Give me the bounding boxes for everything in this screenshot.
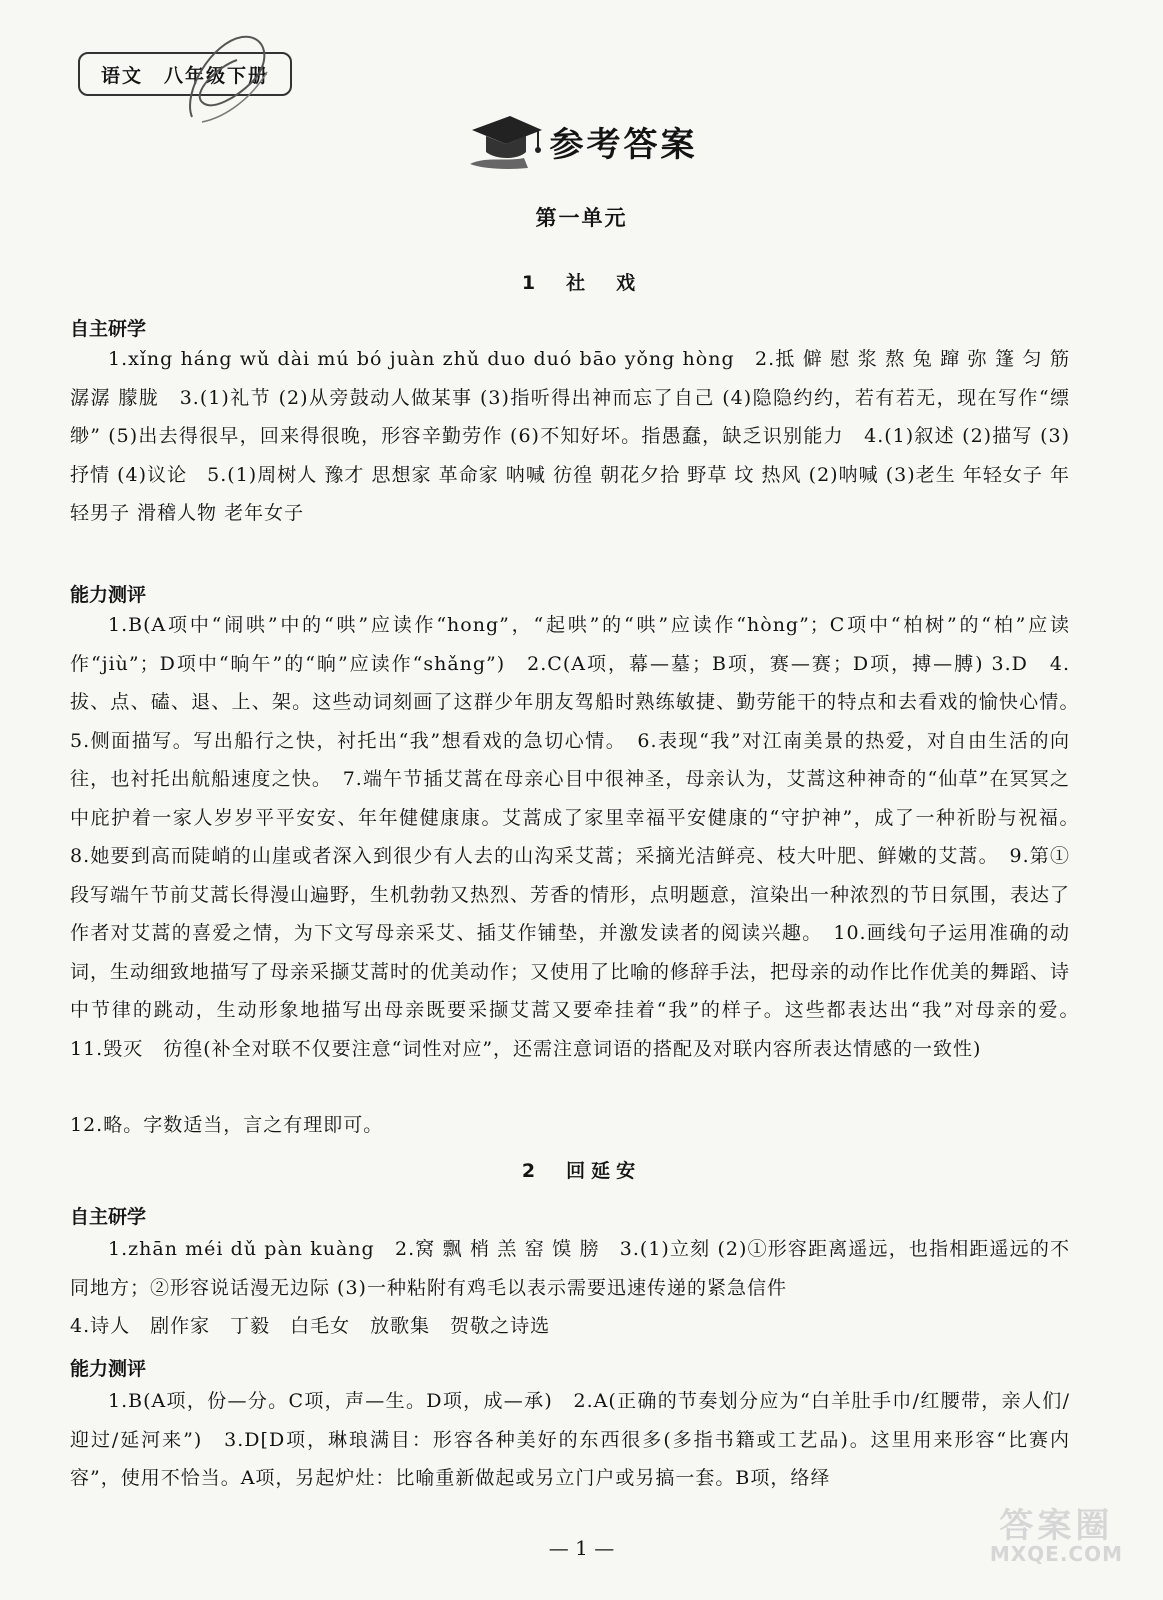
lesson-1-title: 1 社 戏 xyxy=(521,272,642,294)
page-number: — 1 — xyxy=(548,1536,615,1560)
watermark xyxy=(989,1506,1123,1568)
graduation-cap-icon xyxy=(466,112,544,170)
book-tag-text: 语文 八年级下册 xyxy=(100,64,269,87)
lesson-2-self-study-last: 4.诗人 剧作家 丁毅 白毛女 放歌集 贺敬之诗选 xyxy=(70,1315,551,1337)
lesson-1-section-ability-test: 能力测评 xyxy=(70,584,147,606)
page-title: 参考答案 xyxy=(549,124,698,165)
lesson-2-title: 2 回延安 xyxy=(521,1160,642,1182)
lesson-1-ability-last: 12.略。字数适当，言之有理即可。 xyxy=(70,1114,384,1136)
unit-title: 第一单元 xyxy=(535,206,628,230)
lesson-2-section-self-study: 自主研学 xyxy=(70,1206,147,1228)
lesson-1-self-study-answers: 1.xǐng háng wǔ dài mú bó juàn zhǔ duo duó bāo yǒng hòng 2.抵 僻 慰 浆 熬 兔 蹿 弥 篷 匀 筋 潺潺 朦胧 3.(1)礼节 (2)从旁鼓动人做某事 (3)指听得出神而忘了自己 (4)隐隐约约，若有若无，现在写作“缥缈” (5)出去得很早，回来得很晚，形容辛勤劳作 (6)不知好坏。指愚蠢，缺乏识别能力 4.(1)叙述 (2)描写 (3)抒情 (4)议论 5.(1)周树人 豫才 思想家 革命家 呐喊 彷徨 朝花夕拾 野草 坟 热风 (2)呐喊 (3)老生 年轻女子 年轻男子 滑稽人物 老年女子 xyxy=(70,348,1070,524)
lesson-2-self-study-answers: 1.zhān méi dǔ pàn kuàng 2.窝 飘 梢 羔 窑 馍 膀 3.(1)立刻 (2)①形容距离遥远，也指相距遥远的不同地方；②形容说话漫无边际 (3)一种粘附有鸡毛以表示需要迅速传递的紧急信件 xyxy=(70,1238,1070,1299)
title-block xyxy=(0,112,1163,170)
lesson-2-ability-answers: 1.B(A项，份—分。C项，声—生。D项，成—承) 2.A(正确的节奏划分应为“白羊肚手巾/红腰带，亲人们/迎过/延河来”) 3.D[D项，琳琅满目：形容各种美好的东西很多(多指书籍或工艺品)。这里用来形容“比赛内容”，使用不恰当。A项，另起炉灶：比喻重新做起或另立门户或另搞一套。B项，络绎 xyxy=(70,1390,1070,1489)
lesson-1-ability-answers: 1.B(A项中“闹哄”中的“哄”应读作“hong”，“起哄”的“哄”应读作“hòng”；C项中“柏树”的“柏”应读作“jiù”；D项中“晌午”的“晌”应读作“shǎng”) 2.C(A项，幕—墓；B项，赛—赛；D项，搏—膊) 3.D 4.拔、点、磕、退、上、架。这些动词刻画了这群少年朋友驾船时熟练敏捷、勤劳能干的特点和去看戏的愉快心情。 5.侧面描写。写出船行之快，衬托出“我”想看戏的急切心情。 6.表现“我”对江南美景的热爱，对自由生活的向往，也衬托出航船速度之快。 7.端午节插艾蒿在母亲心目中很神圣，母亲认为，艾蒿这种神奇的“仙草”在冥冥之中庇护着一家人岁岁平平安安、年年健健康康。艾蒿成了家里幸福平安健康的“守护神”，成了一种祈盼与祝福。 8.她要到高而陡峭的山崖或者深入到很少有人去的山沟采艾蒿；采摘光洁鲜亮、枝大叶肥、鲜嫩的艾蒿。 9.第①段写端午节前艾蒿长得漫山遍野，生机勃勃又热烈、芳香的情形，点明题意，渲染出一种浓烈的节日氛围，表达了作者对艾蒿的喜爱之情，为下文写母亲采艾、插艾作铺垫，并激发读者的阅读兴趣。 10.画线句子运用准确的动词，生动细致地描写了母亲采撷艾蒿时的优美动作；又使用了比喻的修辞手法，把母亲的动作比作优美的舞蹈、诗中节律的跳动，生动形象地描写出母亲既要采撷艾蒿又要牵挂着“我”的样子。这些都表达出“我”对母亲的爱。 11.毁灭 彷徨(补全对联不仅要注意“词性对应”，还需注意词语的搭配及对联内容所表达情感的一致性) xyxy=(70,614,1091,1060)
lesson-2-section-ability-test: 能力测评 xyxy=(70,1358,147,1380)
watermark-url: MXQE.COM xyxy=(989,1542,1123,1566)
watermark-logo: 答案圈 xyxy=(999,1506,1114,1546)
lesson-1-section-self-study: 自主研学 xyxy=(70,318,147,340)
